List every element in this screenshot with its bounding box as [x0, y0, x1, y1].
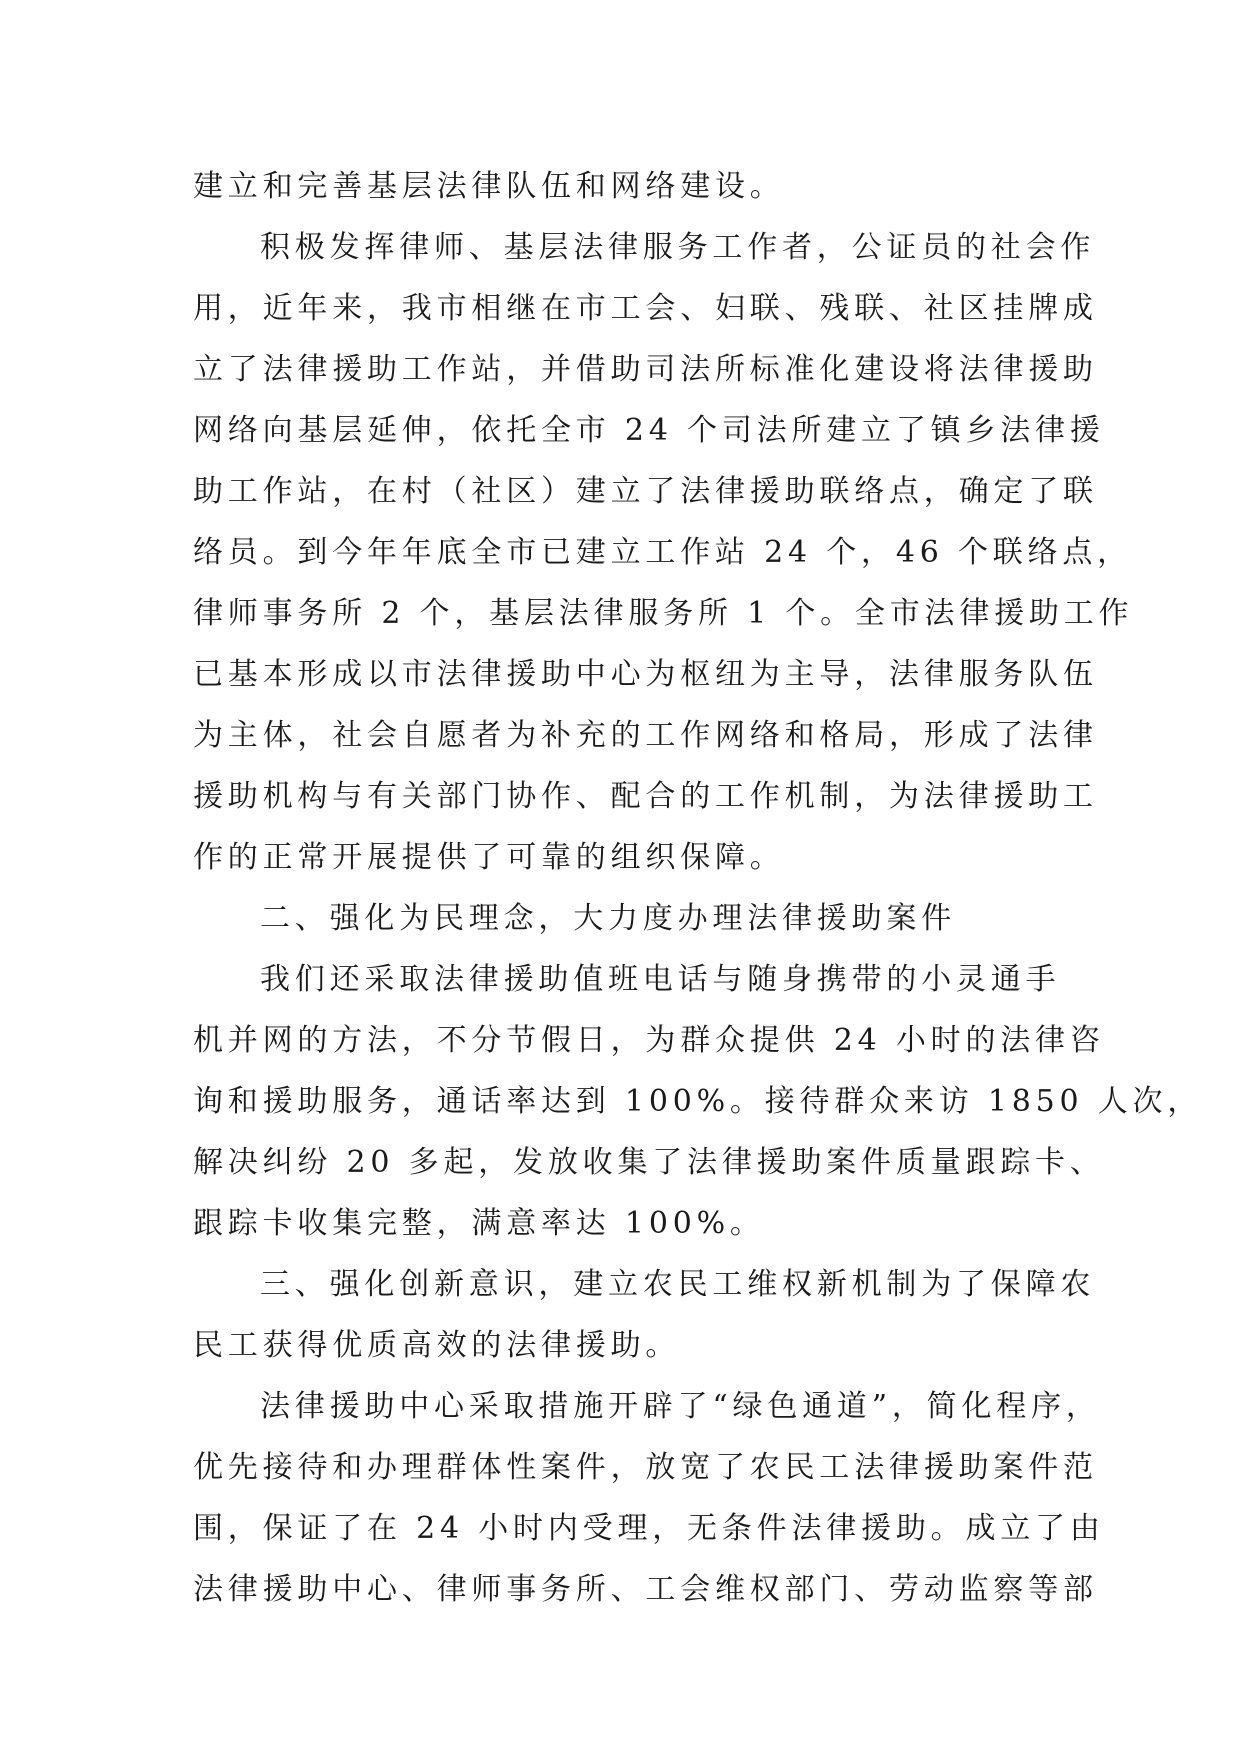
text-line: 络员。到今年年底全市已建立工作站 24 个，46 个联络点，	[193, 535, 1132, 570]
text-line: 用，近年来，我市相继在市工会、妇联、残联、社区挂牌成	[193, 291, 1098, 326]
text-line: 机并网的方法，不分节假日，为群众提供 24 小时的法律咨	[193, 1023, 1105, 1058]
text-line: 二、强化为民理念，大力度办理法律援助案件	[260, 901, 956, 936]
text-line: 为主体，社会自愿者为补充的工作网络和格局，形成了法律	[193, 718, 1098, 753]
text-line: 助工作站，在村（社区）建立了法律援助联络点，确定了联	[193, 474, 1098, 509]
text-line: 法律援助中心采取措施开辟了“绿色通道”，简化程序，	[260, 1389, 1101, 1424]
text-line: 积极发挥律师、基层法律服务工作者，公证员的社会作	[260, 230, 1096, 265]
text-line: 优先接待和办理群体性案件，放宽了农民工法律援助案件范	[193, 1450, 1098, 1485]
text-line: 作的正常开展提供了可靠的组织保障。	[193, 840, 785, 875]
text-line: 法律援助中心、律师事务所、工会维权部门、劳动监察等部	[193, 1572, 1098, 1607]
text-line: 已基本形成以市法律援助中心为枢纽为主导，法律服务队伍	[193, 657, 1098, 692]
text-line: 跟踪卡收集完整，满意率达 100%。	[193, 1206, 765, 1241]
text-line: 建立和完善基层法律队伍和网络建设。	[193, 169, 785, 204]
text-line: 律师事务所 2 个，基层法律服务所 1 个。全市法律援助工作	[193, 596, 1134, 631]
document-body	[193, 156, 1203, 1620]
text-line: 网络向基层延伸，依托全市 24 个司法所建立了镇乡法律援	[193, 413, 1105, 448]
text-line: 立了法律援助工作站，并借助司法所标准化建设将法律援助	[193, 352, 1098, 387]
text-line: 我们还采取法律援助值班电话与随身携带的小灵通手	[260, 962, 1061, 997]
text-line: 围，保证了在 24 小时内受理，无条件法律援助。成立了由	[193, 1511, 1105, 1546]
text-line: 询和援助服务，通话率达到 100%。接待群众来访 1850 人次，	[193, 1084, 1203, 1119]
text-line: 三、强化创新意识，建立农民工维权新机制为了保障农	[260, 1267, 1096, 1302]
text-line: 解决纠纷 20 多起，发放收集了法律援助案件质量跟踪卡、	[193, 1145, 1105, 1180]
text-line: 民工获得优质高效的法律援助。	[193, 1328, 681, 1363]
text-line: 援助机构与有关部门协作、配合的工作机制，为法律援助工	[193, 779, 1098, 814]
